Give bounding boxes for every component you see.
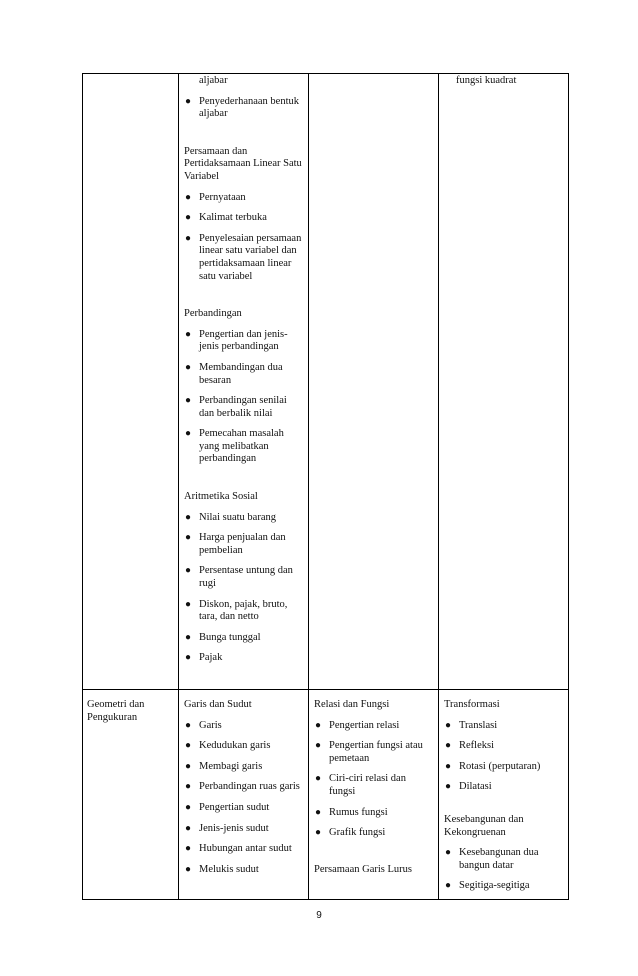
list-item: ● Translasi [445,719,498,731]
bullet-icon: ● [315,740,322,752]
bullet-icon: ● [185,191,192,203]
section-list [314,720,434,840]
list-item: ● Perbandingan senilai dan berbalik nilai [185,395,287,419]
bullet-icon: ● [185,511,192,523]
list-item: ● Membagi garis [185,760,263,772]
list-item: ● Refleksi [445,740,494,752]
list-item: ● Garis [185,719,222,731]
top-row-col2-cell [184,75,304,665]
section-heading: Aritmetika Sosial [184,491,258,503]
column-divider-1 [178,73,179,900]
list-item: ● Segitiga-segitiga [445,880,530,892]
column-divider-3 [438,73,439,900]
bullet-icon: ● [315,806,322,818]
list-item: ● Bunga tunggal [185,631,261,643]
bullet-icon: ● [185,361,192,373]
continued-list [184,96,304,121]
continued-text: aljabar [199,75,228,86]
bullet-icon: ● [445,880,452,892]
bottom-row-col2-cell [184,699,304,876]
bottom-row-col1-cell [87,699,175,724]
continued-text: fungsi kuadrat [456,75,517,86]
table-left-border [82,73,83,900]
list-item: ● Melukis sudut [185,863,259,875]
bullet-icon: ● [185,740,192,752]
bullet-icon: ● [315,773,322,785]
table-right-border [568,73,569,900]
section-heading: Kesebangunan dan Kekongruenan [444,813,524,838]
list-item: ● Pengertian fungsi atau pemetaan [315,740,423,764]
section-heading: Perbandingan [184,308,242,320]
list-item: ● Hubungan antar sudut [185,843,292,855]
list-item: ● Dilatasi [445,781,492,793]
list-item: ● Persentase untung dan rugi [185,565,293,590]
list-item: ● Pajak [185,652,223,664]
row-divider [82,689,569,690]
bullet-icon: ● [185,719,192,731]
bullet-icon: ● [185,232,192,244]
bullet-icon: ● [185,532,192,544]
list-item: ● Kalimat terbuka [185,212,267,224]
section-heading: Transformasi [444,699,500,710]
bullet-icon: ● [185,328,192,340]
top-row-col4-cell [444,75,564,88]
list-item: ● Harga penjualan dan pembelian [185,532,286,556]
topic-label: Geometri dan Pengukuran [87,699,145,723]
list-item: ● Kedudukan garis [185,740,271,752]
bullet-icon: ● [315,827,322,839]
bullet-icon: ● [445,760,452,772]
bullet-icon: ● [445,740,452,752]
bullet-icon: ● [445,847,452,859]
bottom-row-col4-cell [444,699,564,893]
list-item: ● Perbandingan ruas garis [185,781,300,793]
bullet-icon: ● [445,781,452,793]
section-list [444,847,564,893]
bullet-icon: ● [185,212,192,224]
list-item: ● Pernyataan [185,191,246,203]
list-item: ● Pengertian sudut [185,801,270,813]
list-item: ● Penyelesaian persamaan linear satu variabel dan pertidaksamaan linear satu variabel [185,232,302,282]
section-list [444,720,564,794]
bullet-icon: ● [185,843,192,855]
section-heading: Relasi dan Fungsi [314,699,390,710]
bullet-icon: ● [185,652,192,664]
list-item: ● Pemecahan masalah yang melibatkan perbandingan [185,428,284,465]
list-item: ● Rotasi (perputaran) [445,760,541,772]
bullet-icon: ● [315,719,322,731]
bullet-icon: ● [185,760,192,772]
list-item: ● Pengertian relasi [315,719,400,731]
section-heading: Persamaan dan Pertidaksamaan Linear Satu Variabel [184,145,302,182]
section-list [184,720,304,877]
bullet-icon: ● [185,801,192,813]
page-number: 9 [316,910,322,921]
bullet-icon: ● [185,631,192,643]
bullet-icon: ● [185,822,192,834]
list-item: ● Diskon, pajak, bruto, tara, dan netto [185,598,288,623]
section-list [184,192,304,284]
bullet-icon: ● [185,428,192,440]
bullet-icon: ● [185,598,192,610]
section-list [184,512,304,665]
column-divider-2 [308,73,309,900]
list-item: ● Rumus fungsi [315,806,388,818]
section-heading: Garis dan Sudut [184,699,252,710]
bullet-icon: ● [185,395,192,407]
bullet-icon: ● [185,781,192,793]
bullet-icon: ● [185,95,192,107]
list-item: ● Ciri-ciri relasi dan fungsi [315,773,406,797]
list-item: ● Kesebangunan dua bangun datar [445,847,539,871]
list-item: ● Pengertian dan jenis-jenis perbandingan [185,328,288,353]
section-heading: Persamaan Garis Lurus [314,863,412,875]
bullet-icon: ● [185,863,192,875]
table-bottom-border [82,899,569,900]
bottom-row-col3-cell [314,699,434,876]
list-item: ● Grafik fungsi [315,827,386,839]
bullet-icon: ● [445,719,452,731]
table-top-border [82,73,569,74]
list-item: ● Penyederhanaan bentuk aljabar [185,95,300,120]
section-list [184,329,304,466]
list-item: ● Nilai suatu barang [185,511,276,523]
list-item: ● Jenis-jenis sudut [185,822,269,834]
list-item: ● Membandingan dua besaran [185,361,283,386]
bullet-icon: ● [185,565,192,577]
